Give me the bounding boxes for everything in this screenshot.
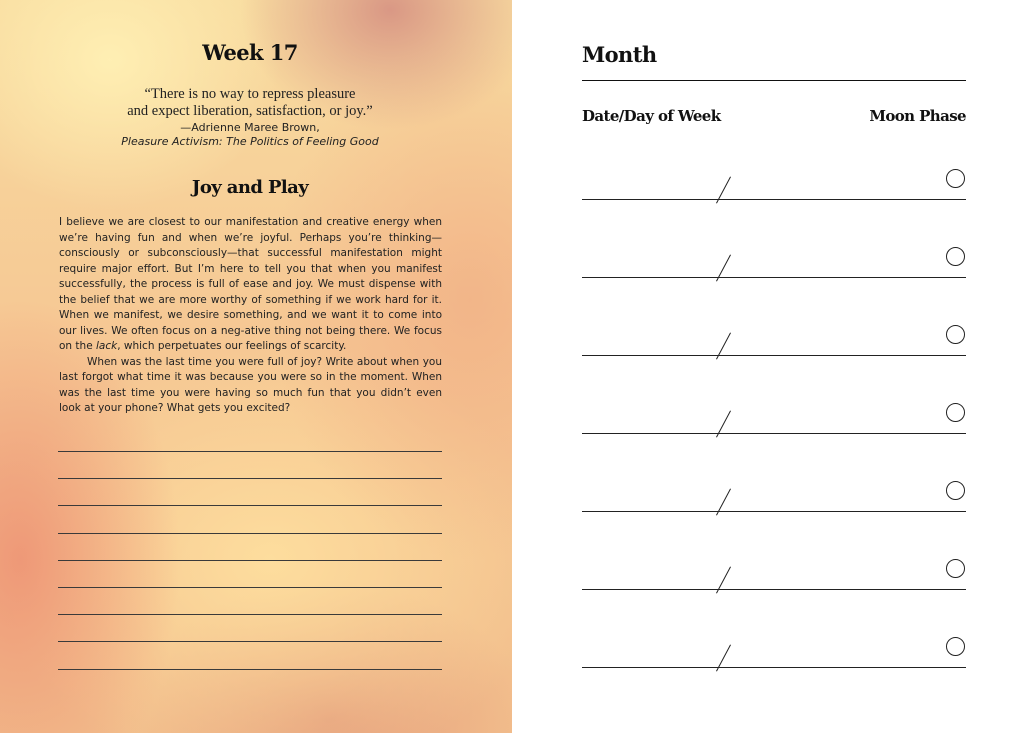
writing-line[interactable] xyxy=(58,505,442,506)
writing-line[interactable] xyxy=(58,641,442,642)
section-title: Joy and Play xyxy=(191,177,309,198)
date-column-header: Date/Day of Week xyxy=(582,107,721,125)
body-text xyxy=(59,215,442,417)
quote xyxy=(0,86,500,120)
date-entry-line[interactable] xyxy=(582,511,966,512)
month-label: Month xyxy=(582,42,657,67)
date-entry-line[interactable] xyxy=(582,433,966,434)
attribution-author: —Adrienne Maree Brown, xyxy=(180,121,320,134)
attribution-book-title: Pleasure Activism: The Politics of Feeling Good xyxy=(121,135,379,148)
moon-phase-circle[interactable] xyxy=(946,247,965,266)
paragraph-1-part-a: I believe we are closest to our manifestation and creative energy when we’re having fun and when we’re joyful. Perhaps you’re thinking—consciously or subconsciously—that successful manifestation might require major effort. But I’m here to tell you that when you manifest successfully, the process is full of ease and joy. We must dispense with the belief that we are more worthy of something if we work hard for it. When we manifest, we desire something, and we want it to come into our lives. We often focus on a neg-ative thing not being there. We focus on the xyxy=(59,216,442,352)
writing-line[interactable] xyxy=(58,560,442,561)
paragraph-2: When was the last time you were full of joy? Write about when you last forgot what time it was because you were so in the moment. When was the last time you were having so much fun that you didn’t even look at your phone? What gets you excited? xyxy=(59,355,442,414)
right-page xyxy=(512,0,1024,733)
quote-line-2: and expect liberation, satisfaction, or joy.” xyxy=(127,103,373,119)
week-title: Week 17 xyxy=(202,40,298,65)
writing-line[interactable] xyxy=(58,451,442,452)
date-entry-line[interactable] xyxy=(582,199,966,200)
date-entry-line[interactable] xyxy=(582,277,966,278)
month-rule xyxy=(582,80,966,81)
moon-phase-circle[interactable] xyxy=(946,637,965,656)
writing-line[interactable] xyxy=(58,587,442,588)
moon-phase-circle[interactable] xyxy=(946,559,965,578)
paragraph-1-part-b: , which perpetuates our feelings of scarcity. xyxy=(117,340,347,352)
date-entry-line[interactable] xyxy=(582,667,966,668)
emphasis-lack: lack xyxy=(96,340,118,352)
moon-phase-circle[interactable] xyxy=(946,481,965,500)
moon-phase-circle[interactable] xyxy=(946,403,965,422)
quote-attribution xyxy=(0,121,500,149)
writing-line[interactable] xyxy=(58,478,442,479)
moon-phase-column-header: Moon Phase xyxy=(869,107,966,125)
quote-line-1: “There is no way to repress pleasure xyxy=(144,86,356,102)
writing-line[interactable] xyxy=(58,533,442,534)
writing-line[interactable] xyxy=(58,614,442,615)
paragraph-1 xyxy=(59,215,442,355)
date-entry-line[interactable] xyxy=(582,355,966,356)
date-entry-line[interactable] xyxy=(582,589,966,590)
moon-phase-circle[interactable] xyxy=(946,169,965,188)
writing-line[interactable] xyxy=(58,669,442,670)
moon-phase-circle[interactable] xyxy=(946,325,965,344)
